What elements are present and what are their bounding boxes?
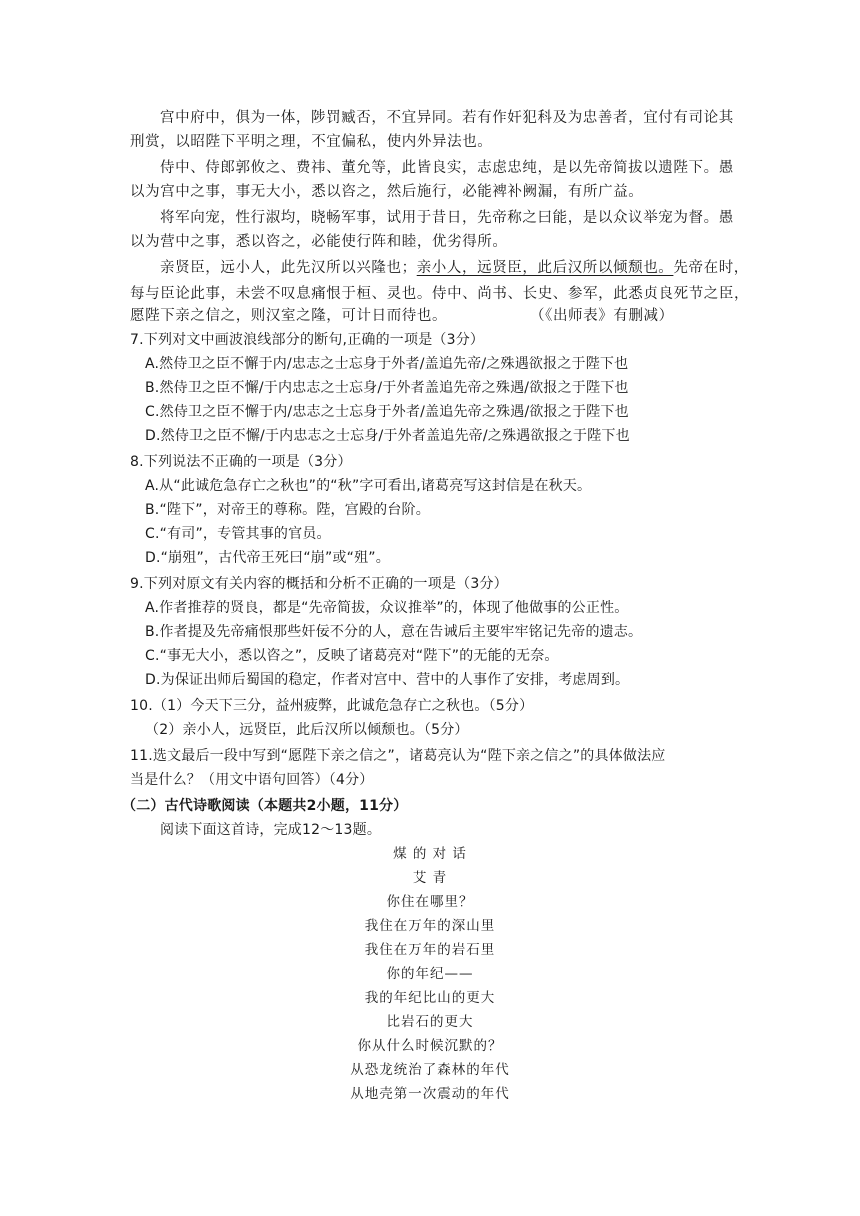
- q8-option-b: B.“陛下”，对帝王的尊称。陛，宫殿的台阶。: [145, 502, 430, 518]
- poem-line: 你住在哪里？: [386, 894, 474, 910]
- passage-p4-line1: [160, 258, 749, 278]
- poem-line: 比岩石的更大: [386, 1014, 474, 1030]
- q11-line1: 11.选文最后一段中写到“愿陛下亲之信之”，诸葛亮认为“陛下亲之信之”的具体做法应: [130, 748, 666, 764]
- q7-option-a: A.然侍卫之臣不懈于内/忠志之士忘身于外者/盖追先帝/之殊遇欲报之于陛下也: [145, 356, 629, 372]
- q8-stem: 8.下列说法不正确的一项是（3分）: [130, 454, 352, 470]
- q7-option-c: C.然侍卫之臣不懈于内/忠志之士忘身于外者/盖追先帝之殊遇/欲报之于陛下也: [145, 404, 629, 420]
- passage-p4-line1-b: 先帝在时，: [673, 260, 749, 276]
- q9-option-d: D.为保证出师后蜀国的稳定，作者对宫中、营中的人事作了安排，考虑周到。: [145, 672, 630, 688]
- q8-option-a: A.从“此诚危急存亡之秋也”的“秋”字可看出,诸葛亮写这封信是在秋天。: [145, 478, 592, 494]
- passage-p1-line2: 刑赏，以昭陛下平明之理，不宜偏私，使内外异法也。: [130, 134, 493, 150]
- q8-option-c: C.“有司”，专管其事的官员。: [145, 526, 331, 542]
- passage-p1-line1: 宫中府中，俱为一体，陟罚臧否，不宜异同。若有作奸犯科及为忠善者，宜付有司论其: [160, 110, 734, 126]
- q7-stem: 7.下列对文中画波浪线部分的断句,正确的一项是（3分）: [130, 332, 485, 348]
- poem-line: 我住在万年的深山里: [364, 918, 496, 934]
- q11-line2: 当是什么？（用文中语句回答）（4分）: [130, 772, 374, 788]
- q9-stem: 9.下列对原文有关内容的概括和分析不正确的一项是（3分）: [130, 576, 508, 592]
- poem-line: 我住在万年的岩石里: [364, 942, 496, 958]
- passage-p3-line2: 以为营中之事，悉以咨之，必能使行阵和睦，优劣得所。: [130, 234, 508, 250]
- poem-line: 你从什么时候沉默的？: [357, 1038, 503, 1054]
- poem-line: 从恐龙统治了森林的年代: [350, 1062, 510, 1078]
- q7-option-b: B.然侍卫之臣不懈/于内忠志之士忘身/于外者盖追先帝之殊遇/欲报之于陛下也: [145, 380, 629, 396]
- q9-option-c: C.“事无大小，悉以咨之”，反映了诸葛亮对“陛下”的无能的无奈。: [145, 648, 559, 664]
- passage-p2-line1: 侍中、侍郎郭攸之、费祎、董允等，此皆良实，志虑忠纯，是以先帝简拔以遗陛下。愚: [160, 160, 734, 176]
- poem-line: 你的年纪——: [386, 966, 474, 982]
- q7-option-d: D.然侍卫之臣不懈/于内忠志之士忘身/于外者盖追先帝/之殊遇欲报之于陛下也: [145, 428, 630, 444]
- poem-author: 艾 青: [412, 870, 448, 886]
- passage-p3-line1: 将军向宠，性行淑均，晓畅军事，试用于昔日，先帝称之曰能，是以众议举宠为督。愚: [160, 210, 734, 226]
- q8-option-d: D.“崩殂”，古代帝王死曰“崩”或“殂”。: [145, 550, 390, 566]
- poem-line: 我的年纪比山的更大: [364, 990, 496, 1006]
- section2-instruction: 阅读下面这首诗，完成12～13题。: [160, 822, 382, 838]
- q10-part1: 10.（1）今天下三分，益州疲弊，此诚危急存亡之秋也。（5分）: [130, 698, 534, 714]
- q9-option-b: B.作者提及先帝痛恨那些奸佞不分的人，意在告诫后主要牢牢铭记先帝的遗志。: [145, 624, 643, 640]
- passage-source: （《出师表》有删减）: [530, 308, 674, 324]
- section2-heading: （二）古代诗歌阅读（本题共2小题，11分）: [122, 798, 408, 814]
- poem-title: 煤 的 对 话: [393, 846, 467, 862]
- passage-p2-line2: 以为宫中之事，事无大小，悉以咨之，然后施行，必能裨补阙漏，有所广益。: [130, 184, 644, 200]
- passage-p4-underlined-sentence: 亲小人，远贤臣，此后汉所以倾颓也。: [416, 260, 674, 276]
- q9-option-a: A.作者推荐的贤良，都是“先帝简拔，众议推举”的，体现了他做事的公正性。: [145, 600, 629, 616]
- passage-p4-line2: 每与臣论此事，未尝不叹息痛恨于桓、灵也。侍中、尚书、长史、参军，此悉贞良死节之臣，: [130, 286, 750, 302]
- passage-p4-line3: 愿陛下亲之信之，则汉室之隆，可计日而待也。: [130, 308, 448, 324]
- q10-part2: （2）亲小人，远贤臣，此后汉所以倾颓也。（5分）: [145, 722, 469, 738]
- passage-p4-line1-a: 亲贤臣，远小人，此先汉所以兴隆也；: [160, 260, 417, 276]
- poem-line: 从地壳第一次震动的年代: [350, 1086, 510, 1102]
